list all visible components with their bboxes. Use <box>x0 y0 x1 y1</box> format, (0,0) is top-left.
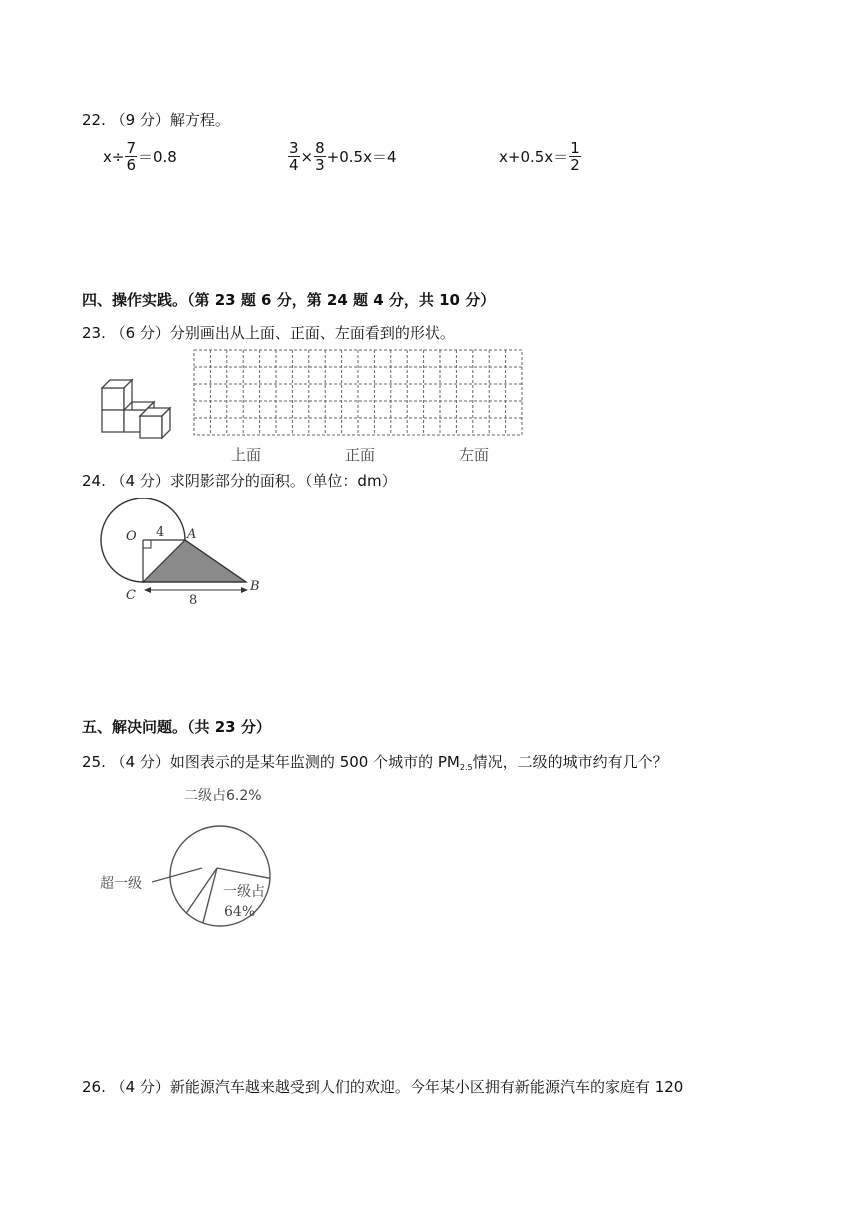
eq2-fraction-2 <box>314 140 326 173</box>
eq2-denominator-2: 3 <box>315 156 325 174</box>
equation-1 <box>103 140 177 173</box>
eq3-numerator: 1 <box>570 139 580 157</box>
label-level1-value: 64% <box>224 904 256 920</box>
eq1-pre: x÷ <box>103 147 125 166</box>
label-front-view: 正面 <box>345 446 376 464</box>
q25-heading <box>82 752 668 778</box>
section-4-title: 四、操作实践。（第 23 题 6 分，第 24 题 4 分，共 10 分） <box>82 291 496 309</box>
q25-heading-sub: 2.5 <box>459 763 473 772</box>
label-level1-text: 一级占 <box>223 884 265 900</box>
q24-heading: 24. （4 分）求阴影部分的面积。（单位：dm） <box>82 472 397 490</box>
eq2-post: +0.5x＝4 <box>326 148 397 166</box>
label-level2: 二级占6.2% <box>184 788 262 804</box>
cube-top-front <box>102 388 124 410</box>
right-angle-marker <box>143 540 151 548</box>
section-5-title: 五、解决问题。（共 23 分） <box>82 718 271 736</box>
q25-heading-post: 情况，二级的城市约有几个？ <box>472 753 668 771</box>
eq3-denominator: 2 <box>570 156 580 174</box>
label-base: 8 <box>189 593 198 608</box>
q26-heading: 26. （4 分）新能源汽车越来越受到人们的欢迎。今年某小区拥有新能源汽车的家庭有 120 <box>82 1078 684 1096</box>
pie-chart <box>96 780 286 932</box>
label-radius: 4 <box>156 525 165 540</box>
eq3-pre: x+0.5x＝ <box>499 148 569 166</box>
cube-stack-figure <box>102 380 170 438</box>
label-top-view: 上面 <box>231 446 262 464</box>
eq3-fraction <box>569 140 581 173</box>
label-B: B <box>250 579 260 594</box>
q24-figure <box>96 498 266 608</box>
label-super-level1: 超一级 <box>100 876 142 892</box>
eq2-numerator-1: 3 <box>289 139 299 157</box>
label-left-view: 左面 <box>459 446 490 464</box>
cube-bl-front <box>102 410 124 432</box>
eq2-fraction-1 <box>288 140 300 173</box>
q23-heading: 23. （6 分）分别画出从上面、正面、左面看到的形状。 <box>82 324 455 342</box>
cube-front-front <box>140 416 162 438</box>
eq1-numerator: 7 <box>126 139 136 157</box>
eq2-denominator-1: 4 <box>289 156 299 174</box>
arrow-right-icon <box>241 587 248 593</box>
q23-figure <box>98 348 528 466</box>
eq2-numerator-2: 8 <box>315 139 325 157</box>
equation-2 <box>287 140 397 173</box>
q22-heading: 22. （9 分）解方程。 <box>82 111 230 129</box>
eq1-denominator: 6 <box>126 156 136 174</box>
eq1-fraction <box>125 140 137 173</box>
label-A: A <box>187 527 197 542</box>
eq2-times: × <box>300 147 314 166</box>
q25-heading-pre: 25. （4 分）如图表示的是某年监测的 500 个城市的 PM <box>82 753 460 771</box>
label-O: O <box>126 529 137 544</box>
equation-3 <box>499 140 582 173</box>
dashed-grid <box>194 350 522 435</box>
eq1-post: ＝0.8 <box>138 148 177 166</box>
label-C: C <box>126 588 136 603</box>
arrow-left-icon <box>144 587 151 593</box>
